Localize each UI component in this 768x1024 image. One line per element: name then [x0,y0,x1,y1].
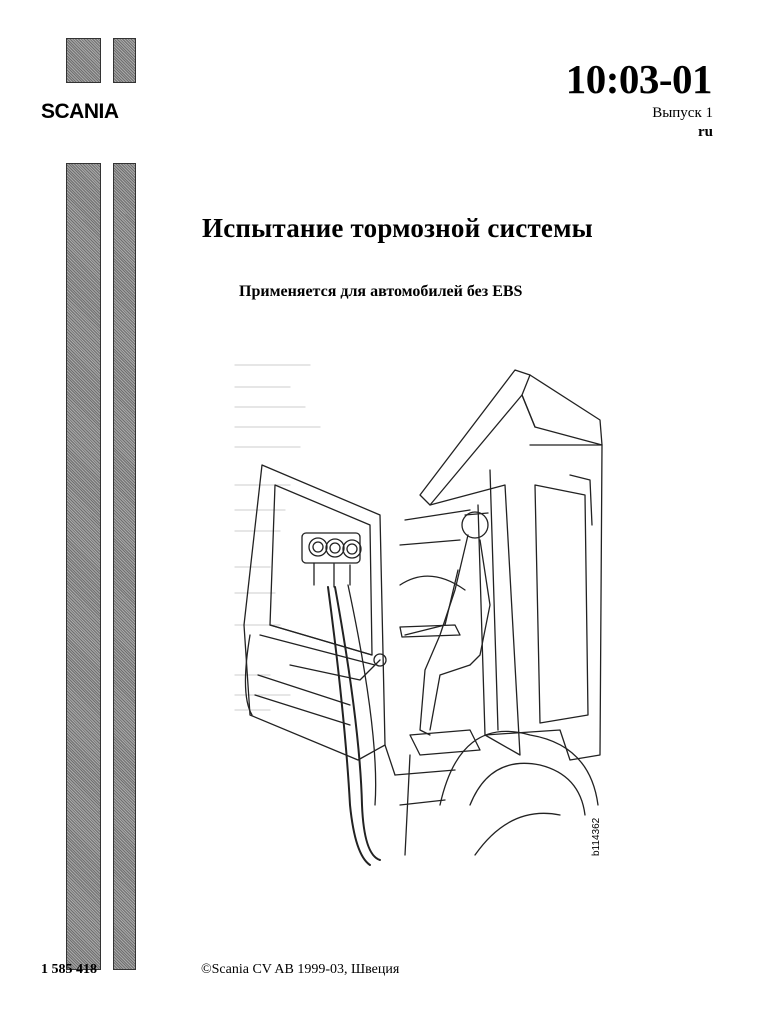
figure-id: b114362 [591,817,602,856]
decorative-bar-top-left [66,38,101,83]
decorative-bar-long-left [66,163,101,970]
page-title: Испытание тормозной системы [202,213,593,243]
truck-cab-brake-test-illustration [230,335,640,895]
scania-logo: SCANIA [41,100,119,123]
decorative-bar-top-right [113,38,136,83]
pressure-gauges [302,533,361,587]
copyright-notice: ©Scania CV AB 1999-03, Швеция [201,962,400,977]
document-code: 10:03-01 [565,56,712,102]
page-subtitle: Применяется для автомобилей без EBS [239,283,523,300]
mechanic-figure [400,512,490,735]
edition-label: Выпуск 1 [652,105,713,121]
faded-background-text [235,365,320,710]
part-number: 1 585 418 [41,962,97,977]
decorative-bar-long-right [113,163,136,970]
language-code: ru [698,124,713,140]
